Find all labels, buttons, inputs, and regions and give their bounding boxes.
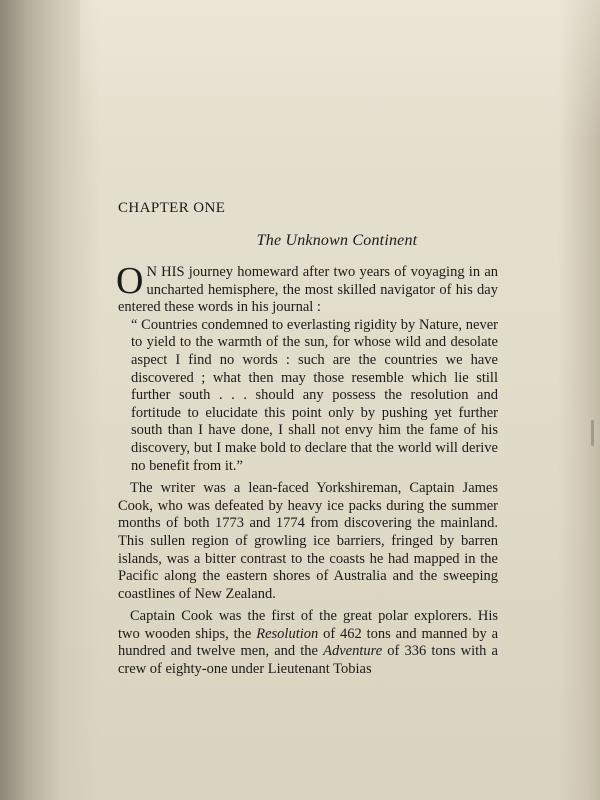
paragraph-ships-part2: of 462 tons and manned by a hundred and twelve men, and the bbox=[118, 625, 499, 660]
opening-text: journey homeward after two years of voyaging in an uncharted hemisphere, the most skilled navigator of his day entered these words in his journal : bbox=[118, 264, 498, 316]
ship-name-resolution: Resolution bbox=[256, 625, 319, 642]
drop-cap: O bbox=[116, 260, 144, 302]
light-glare bbox=[80, 0, 600, 140]
chapter-subtitle: The Unknown Continent bbox=[256, 232, 418, 249]
chapter-text-block bbox=[118, 200, 498, 679]
paragraph-ships bbox=[118, 608, 498, 678]
journal-quote: “ Countries condemned to everlasting rigidity by Nature, never to yield to the warmth of the sun, for whose wild and desolate aspect I find no words : such are the countries we have discovered ; what then may those resemble which lie still further south . . . should any possess the resolution and fortitude to elucidate this point only by pushing yet further south than I have done, I shall not envy him the fame of his discovery, but I make bold to declare that the world will derive no benefit from it.” bbox=[131, 316, 498, 474]
paragraph-ships-part3: of 336 tons with a crew of eighty-one under Lieutenant Tobias bbox=[118, 643, 498, 678]
opening-paragraph bbox=[116, 260, 498, 317]
paragraph-ships-part1: Captain Cook was the first of the great polar explorers. His two wooden ships, the bbox=[118, 608, 498, 642]
margin-mark bbox=[591, 420, 594, 446]
opening-small-caps: N HIS bbox=[146, 264, 185, 280]
chapter-heading: CHAPTER ONE bbox=[118, 200, 226, 216]
ship-name-adventure: Adventure bbox=[323, 643, 383, 660]
paragraph-cook: The writer was a lean-faced Yorkshireman, Captain James Cook, who was defeated by heavy ice packs during the summer months of both 1773 and 1774 from discovering the mainland. This sullen region of growling ice barriers, fringed by barren islands, was a bitter contrast to the coasts he had mapped in the Pacific along the eastern shores of Australia and the sweeping coastlines of New Zealand. bbox=[118, 480, 498, 602]
